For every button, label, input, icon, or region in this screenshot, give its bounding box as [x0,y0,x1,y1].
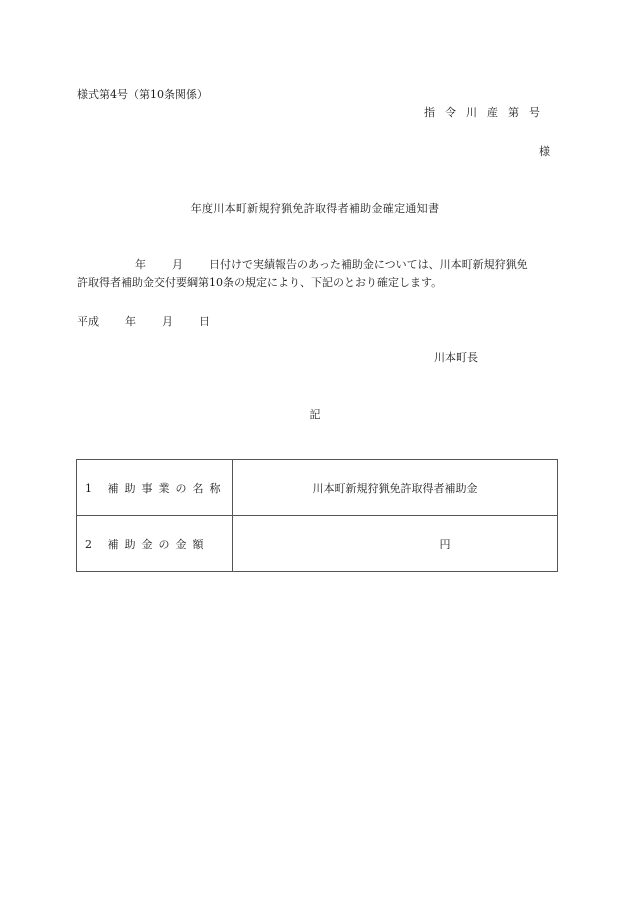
date-line [77,313,210,329]
detail-table [76,459,558,572]
recipient-honorific: 様 [539,145,550,158]
form-number: 様式第4号（第10条関係） [77,88,208,101]
body-month: 月 [172,258,183,271]
directive-number: 指令川産第号 [424,106,550,119]
document-title: 年度川本町新規狩猟免許取得者補助金確定通知書 [190,202,440,215]
row-value-amount [233,516,558,572]
date-era: 平成 [77,315,99,328]
table-row [77,460,558,516]
date-year: 年 [125,315,136,328]
amount-yen-unit: 円 [439,537,451,551]
issuer-name: 川本町長 [434,351,478,364]
table-row [77,516,558,572]
body-line-1 [77,256,567,274]
row-value-project-name: 川本町新規狩猟免許取得者補助金 [233,460,558,516]
row-label-amount: 2 補助金の金額 [77,516,233,572]
ki-heading: 記 [309,408,321,421]
body-year: 年 [135,258,146,271]
date-month: 月 [162,315,173,328]
date-day: 日 [199,315,210,328]
body-line-1-rest: 日付けで実績報告のあった補助金については、川本町新規狩猟免 [209,258,528,271]
body-line-2: 許取得者補助金交付要綱第10条の規定により、下記のとおり確定します。 [77,276,443,289]
row-label-project-name: 1 補助事業の名称 [77,460,233,516]
body-paragraph [77,256,567,292]
